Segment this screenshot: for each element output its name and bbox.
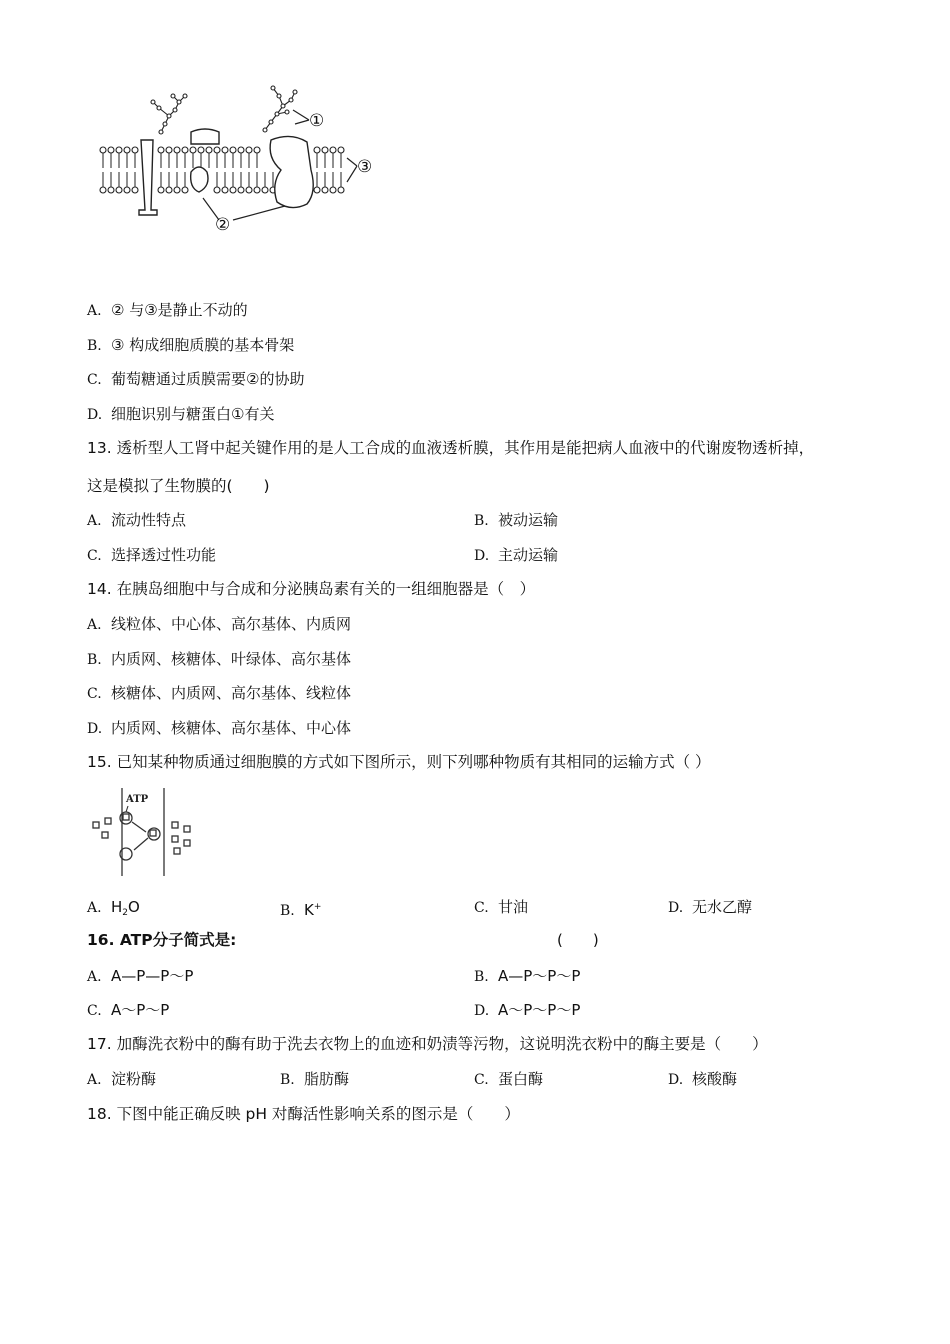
q18-stem: 18. 下图中能正确反映 pH 对酶活性影响关系的图示是（ ） bbox=[87, 1105, 520, 1123]
q13-option-a: A. 流动性特点 bbox=[87, 511, 187, 529]
label-3: ③ bbox=[357, 157, 373, 177]
q15-stem: 15. 已知某种物质通过细胞膜的方式如下图所示，则下列哪种物质有其相同的运输方式（ ） bbox=[87, 753, 711, 771]
q13-option-d: D. 主动运输 bbox=[474, 546, 559, 564]
q14-option-d: D. 内质网、核糖体、高尔基体、中心体 bbox=[87, 719, 352, 737]
q17-option-c: C. 蛋白酶 bbox=[474, 1070, 544, 1088]
cell-membrane-figure bbox=[95, 80, 395, 240]
q17-option-a: A. 淀粉酶 bbox=[87, 1070, 157, 1088]
q15-option-a: A. $H_2O$ bbox=[87, 898, 140, 918]
q17-option-d: D. 核酸酶 bbox=[668, 1070, 738, 1088]
q16-option-b: B. A—P～P～P bbox=[474, 967, 581, 985]
q16-paren: ( ) bbox=[557, 931, 599, 949]
q15-option-d: D. 无水乙醇 bbox=[668, 898, 753, 916]
q15-option-c: C. 甘油 bbox=[474, 898, 529, 916]
q13-option-c: C. 选择透过性功能 bbox=[87, 546, 217, 564]
q15-option-b: B. K+ bbox=[280, 901, 322, 919]
q14-option-b: B. 内质网、核糖体、叶绿体、高尔基体 bbox=[87, 650, 352, 668]
label-2: ② bbox=[215, 215, 231, 235]
q14-option-a: A. 线粒体、中心体、高尔基体、内质网 bbox=[87, 615, 352, 633]
q12-option-b: B. ③ 构成细胞质膜的基本骨架 bbox=[87, 336, 295, 354]
q16-option-d: D. A～P～P～P bbox=[474, 1001, 581, 1019]
q13-stem-line2: 这是模拟了生物膜的( ) bbox=[87, 477, 270, 495]
q13-option-b: B. 被动运输 bbox=[474, 511, 559, 529]
q14-option-c: C. 核糖体、内质网、高尔基体、线粒体 bbox=[87, 684, 352, 702]
q12-option-c: C. 葡萄糖通过质膜需要②的协助 bbox=[87, 370, 305, 388]
label-1: ① bbox=[309, 111, 325, 131]
active-transport-figure bbox=[88, 786, 198, 878]
q12-option-a: A. ② 与③是静止不动的 bbox=[87, 301, 248, 319]
q12-option-d: D. 细胞识别与糖蛋白①有关 bbox=[87, 405, 275, 423]
q17-stem: 17. 加酶洗衣粉中的酶有助于洗去衣物上的血迹和奶渍等污物，这说明洗衣粉中的酶主要是（ ） bbox=[87, 1035, 768, 1053]
q17-option-b: B. 脂肪酶 bbox=[280, 1070, 350, 1088]
q16-option-a: A. A—P—P～P bbox=[87, 967, 194, 985]
q16-option-c: C. A～P～P bbox=[87, 1001, 170, 1019]
q16-stem: 16. ATP分子简式是: bbox=[87, 931, 237, 949]
q14-stem: 14. 在胰岛细胞中与合成和分泌胰岛素有关的一组细胞器是（ ） bbox=[87, 580, 536, 598]
q13-stem-line1: 13. 透析型人工肾中起关键作用的是人工合成的血液透析膜，其作用是能把病人血液中的代谢废物透析掉， bbox=[87, 439, 815, 457]
atp-label: ATP bbox=[126, 794, 149, 805]
